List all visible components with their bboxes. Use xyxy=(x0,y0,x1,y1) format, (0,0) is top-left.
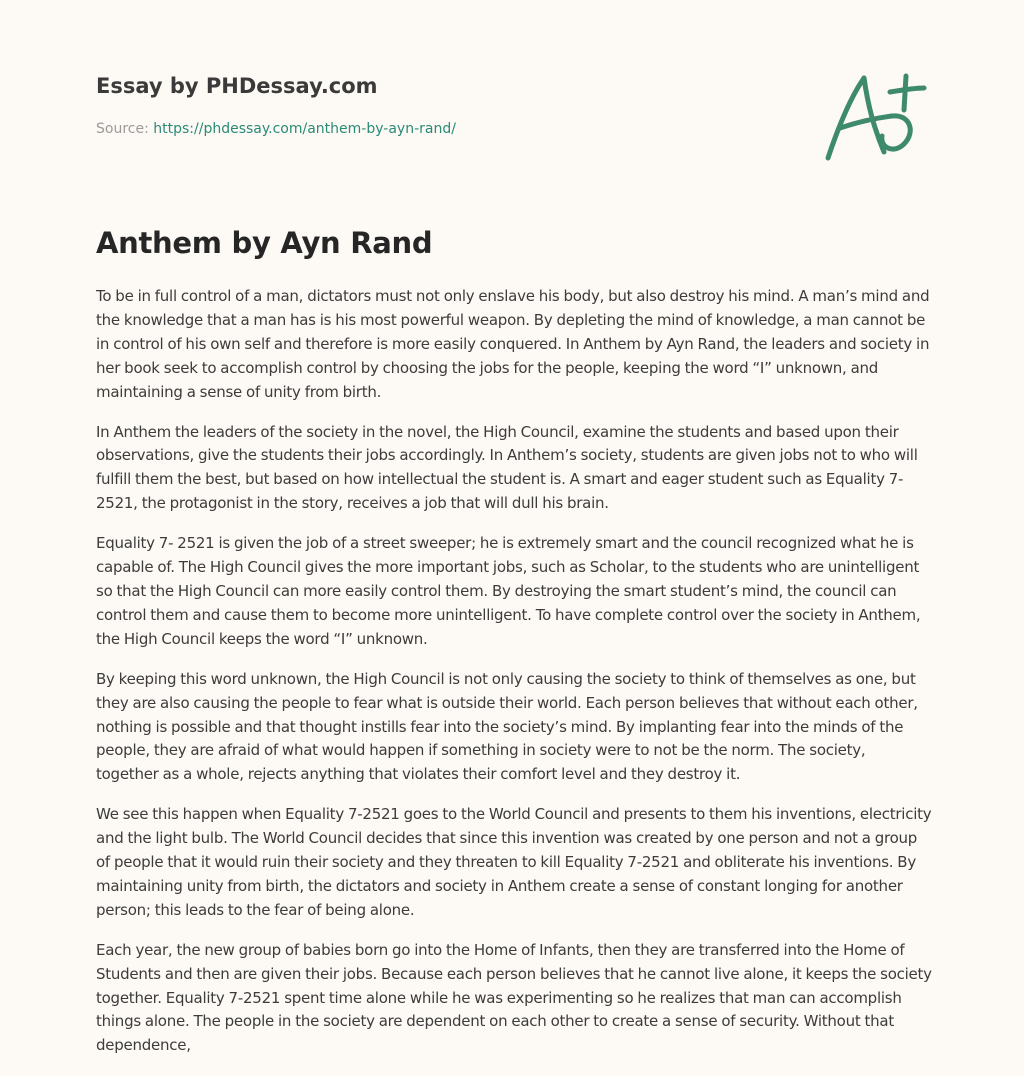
source-line xyxy=(96,121,928,137)
essay-paragraph: By keeping this word unknown, the High Council is not only causing the society to think of themselves as one, but they are also causing the people to fear what is outside their world. Each person believes that without each other, nothing is possible and that thought instills fear into the society’s mind. By implanting fear into the minds of the people, they are afraid of what would happen if something in society were to not be the norm. The society, together as a whole, rejects anything that violates their comfort level and they destroy it. xyxy=(96,669,918,784)
essay-title: Anthem by Ayn Rand xyxy=(96,226,433,260)
essay-paragraph: In Anthem the leaders of the society in the novel, the High Council, examine the students and based upon their observations, give the students their jobs accordingly. In Anthem’s society, students are given jobs not to who will fulfill them the best, but based on how intellectual the student is. A smart and eager student such as Equality 7-2521, the protagonist in the story, receives a job that will dull his brain. xyxy=(96,422,918,513)
page-header xyxy=(96,74,928,137)
site-brand: Essay by PHDessay.com xyxy=(96,74,378,98)
essay-paragraph: We see this happen when Equality 7-2521 goes to the World Council and presents to them his inventions, electricity and the light bulb. The World Council decides that since this invention was created by one person and not a group of people that it would ruin their society and they threaten to kill Equality 7-2521 and obliterate his inventions. By maintaining unity from birth, the dictators and society in Anthem create a sense of constant longing for another person; this leads to the fear of being alone. xyxy=(96,805,932,919)
essay-paragraph: Each year, the new group of babies born go into the Home of Infants, then they are transferred into the Home of Students and then are given their jobs. Because each person believes that he cannot live alone, it keeps the society together. Equality 7-2521 spent time alone while he was experimenting so he realizes that man can accomplish things alone. The people in the society are dependent on each other to create a sense of security. Without that dependence, xyxy=(96,940,932,1055)
a-plus-logo-icon xyxy=(818,66,930,166)
essay-paragraph: Equality 7- 2521 is given the job of a street sweeper; he is extremely smart and the council recognized what he is capable of. The High Council gives the more important jobs, such as Scholar, to the students who are unintelligent so that the High Council can more easily control them. By destroying the smart student’s mind, the council can control them and cause them to become more unintelligent. To have complete control over the society in Anthem, the High Council keeps the word “I” unknown. xyxy=(96,534,921,648)
essay-body xyxy=(96,285,932,1074)
essay-paragraph: To be in full control of a man, dictators must not only enslave his body, but also destroy his mind. A man’s mind and the knowledge that a man has is his most powerful weapon. By depleting the mind of knowledge, a man cannot be in control of his own self and therefore is more easily conquered. In Anthem by Ayn Rand, the leaders and society in her book seek to accomplish control by choosing the jobs for the people, keeping the word “I” unknown, and maintaining a sense of unity from birth. xyxy=(96,287,930,401)
source-label: Source: xyxy=(96,121,154,137)
source-link[interactable]: https://phdessay.com/anthem-by-ayn-rand/ xyxy=(153,121,456,137)
